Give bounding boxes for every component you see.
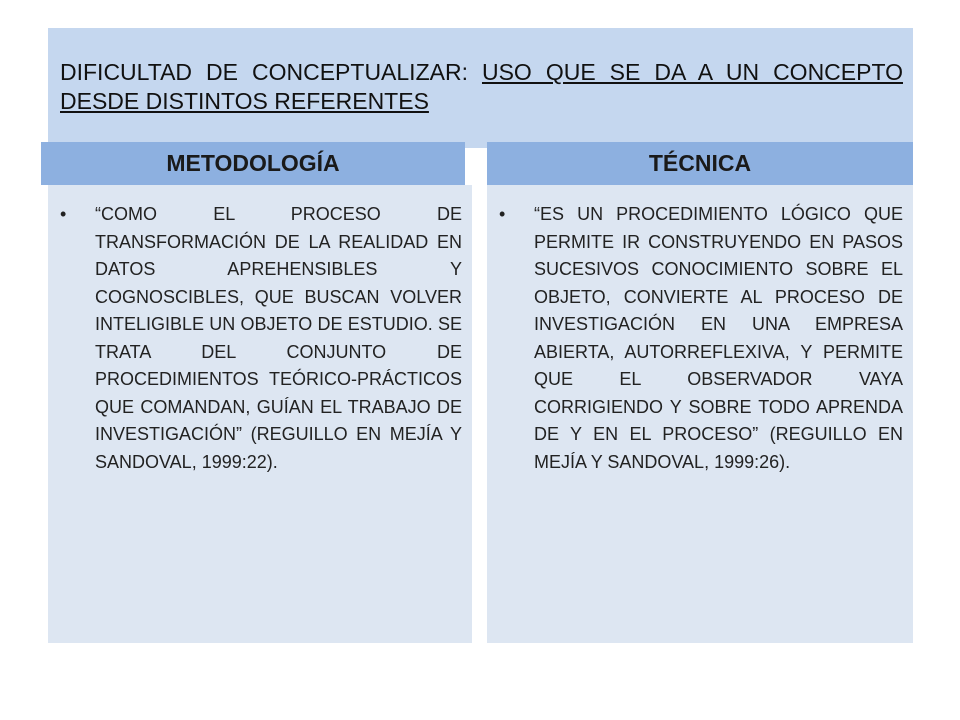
column-header-metodologia: METODOLOGÍA — [41, 142, 465, 185]
definition-text-tecnica: “ES UN PROCEDIMIENTO LÓGICO QUE PERMITE IR CONSTRUYENDO EN PASOS SUCESIVOS CONOCIMIENTO SOBRE EL OBJETO, CONVIERTE AL PROCESO DE INVESTIGACIÓN EN UNA EMPRESA ABIERTA, AUTORREFLEXIVA, Y PERMITE QUE EL OBSERVADOR VAYA CORRIGIENDO Y SOBRE TODO APRENDA DE Y EN EL PROCESO” (REGUILLO EN MEJÍA Y SANDOVAL, 1999:26). — [534, 204, 903, 472]
title-underlined: USO QUE SE DA A UN CONCEPTO DESDE DISTINTOS REFERENTES — [60, 59, 903, 114]
bullet-icon: • — [499, 204, 506, 224]
bullet-icon: • — [60, 204, 67, 224]
definition-text-metodologia: “COMO EL PROCESO DE TRANSFORMACIÓN DE LA REALIDAD EN DATOS APREHENSIBLES Y COGNOSCIBLES, QUE BUSCAN VOLVER INTELIGIBLE UN OBJETO DE ESTUDIO. SE TRATA DEL CONJUNTO DE PROCEDIMIENTOS TEÓRICO-PRÁCTICOS QUE COMANDAN, GUÍAN EL TRABAJO DE INVESTIGACIÓN” (REGUILLO EN MEJÍA Y SANDOVAL, 1999:22). — [95, 204, 462, 472]
title-prefix: DIFICULTAD DE CONCEPTUALIZAR: — [60, 59, 482, 85]
column-header-tecnica: TÉCNICA — [487, 142, 913, 185]
panel-tecnica — [487, 185, 913, 643]
slide-title — [60, 58, 903, 116]
panel-metodologia — [48, 185, 472, 643]
title-box — [48, 28, 913, 148]
